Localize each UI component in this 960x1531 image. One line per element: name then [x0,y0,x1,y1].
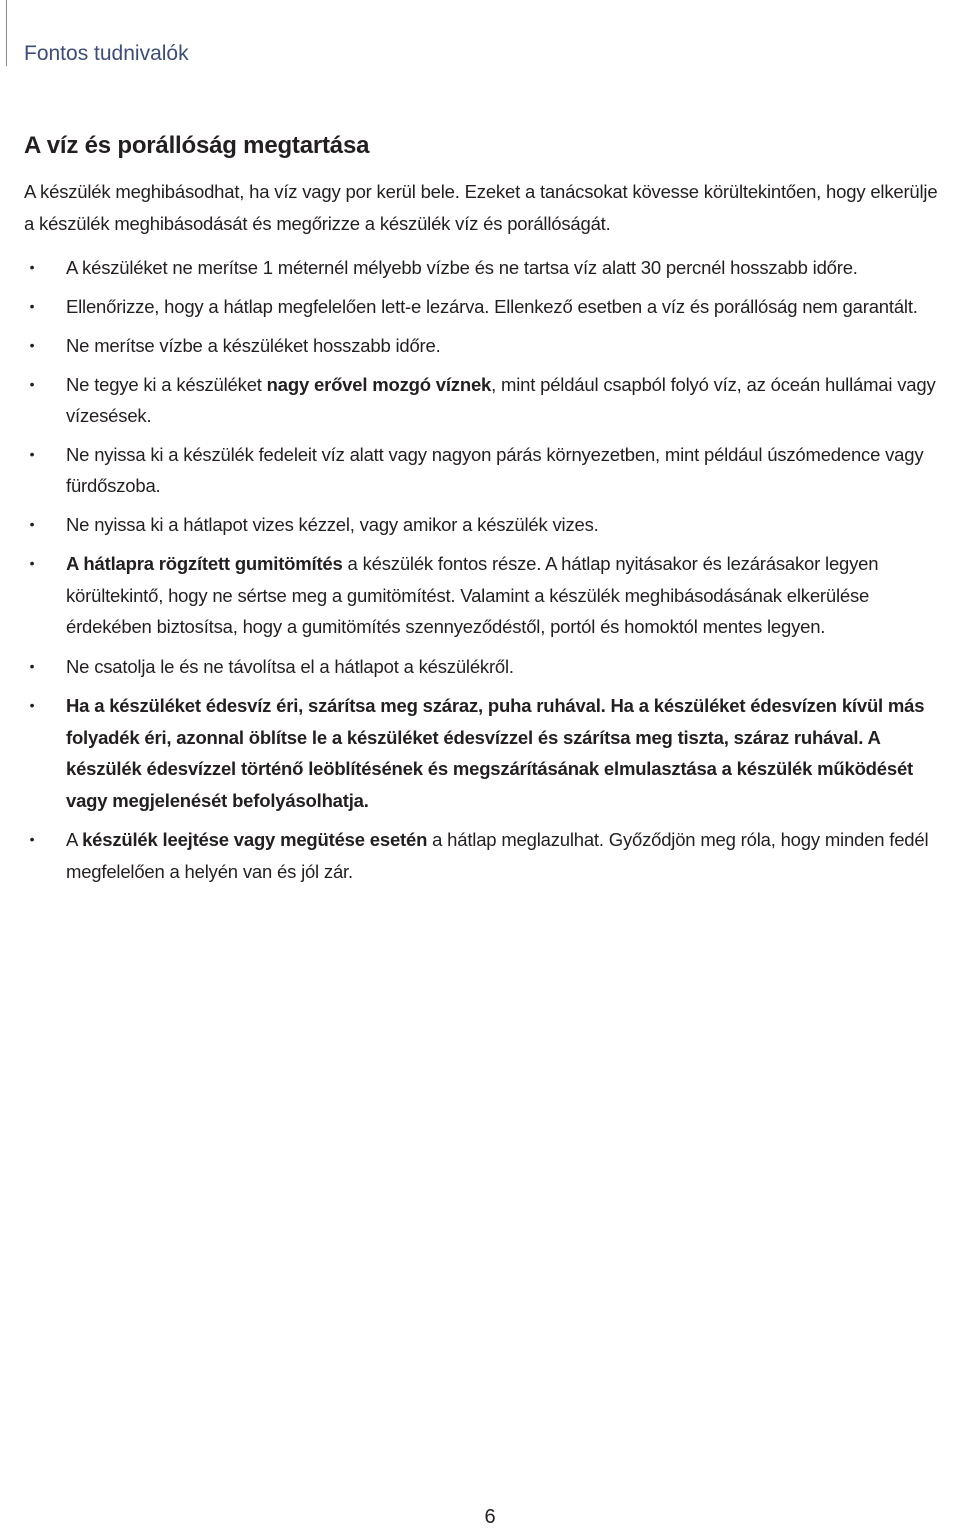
text-run: a készülék fontos része. A hátlap nyitásakor és lezárásakor legyen körültekintő, hogy ne sértse meg a gumitömítést. Valamint a készülék meghibásodásának elkerülése érdekében biztosítsa, hogy a gumitömítés szennyeződéstől, portól és homoktól mentes legyen. [66,553,879,637]
bullet-item [24,252,952,283]
text-run: Ne csatolja le és ne távolítsa el a hátlapot a készülékről. [66,655,514,677]
bullet-item [24,369,952,431]
bullet-text [66,514,599,535]
bullet-text [66,829,928,882]
bullet-dot-icon: • [29,697,35,713]
bullet-dot-icon: • [29,376,35,392]
bullet-item [24,548,952,643]
running-header: Fontos tudnivalók [24,42,189,65]
text-run: Ne merítse vízbe a készüléket hosszabb időre. [66,335,441,356]
page-number: 6 [484,1506,496,1528]
bullet-dot-icon: • [29,516,35,532]
bullet-dot-icon: • [29,298,35,314]
bullet-item [24,824,952,887]
text-run: , mint például csapból folyó víz, az óceán hullámai vagy vízesések. [66,374,936,426]
bullet-text [66,656,514,677]
bullet-dot-icon: • [29,831,35,847]
bullet-item [24,651,952,683]
bullet-list [24,252,952,895]
bullet-item [24,291,952,322]
text-run: Ne nyissa ki a hátlapot vizes kézzel, vagy amikor a készülék vizes. [66,514,599,535]
section-title: A víz és porállóság megtartása [24,132,370,159]
bold-run: nagy erővel mozgó víznek [266,374,492,395]
bullet-item [24,509,952,540]
text-run: Ellenőrizze, hogy a hátlap megfelelően lett-e lezárva. Ellenkező esetben a víz és porállóság nem garantált. [66,296,918,317]
bullet-text [66,553,878,637]
bullet-item [24,690,952,816]
bullet-text [66,444,923,496]
text-run: a hátlap meglazulhat. Győződjön meg róla, hogy minden fedél megfelelően a helyén van és jól zár. [66,829,929,882]
bullet-item [24,439,952,501]
bullet-item [24,330,952,361]
intro-paragraph: A készülék meghibásodhat, ha víz vagy por kerül bele. Ezeket a tanácsokat kövesse körültekintően, hogy elkerülje a készülék meghibásodását és megőrizze a készülék víz és porállóságát. [24,181,938,234]
bullet-dot-icon: • [29,446,35,462]
bullet-text [66,257,858,278]
text-run: A [66,829,83,850]
bullet-text [66,335,441,356]
bold-run: A hátlapra rögzített gumitömítés [66,553,343,574]
text-run: A készüléket ne merítse 1 méternél mélyebb vízbe és ne tartsa víz alatt 30 percnél hosszabb időre. [66,257,858,278]
bullet-dot-icon: • [29,657,35,674]
bullet-dot-icon: • [29,555,35,571]
bullet-text [66,374,936,426]
text-run: Ne nyissa ki a készülék fedeleit víz alatt vagy nagyon párás környezetben, mint például úszómedence vagy fürdőszoba. [66,444,924,496]
bullet-dot-icon: • [29,337,35,353]
bold-run: készülék leejtése vagy megütése esetén [82,829,428,850]
bullet-text [66,296,918,317]
bullet-text [66,695,924,811]
bold-run: Ha a készüléket édesvíz éri, szárítsa meg száraz, puha ruhával. Ha a készüléket édesvízen kívül más folyadék éri, azonnal öblítse le a készüléket édesvízzel és szárítsa meg tiszta, száraz ruhával. A készülék édesvízzel történő leöblítésének és megszárításának elmulasztása a készülék működését vagy megjelenését befolyásolhatja. [66,695,925,811]
margin-rule [6,0,7,66]
bullet-dot-icon: • [29,259,35,275]
text-run: Ne tegye ki a készüléket [66,374,267,395]
